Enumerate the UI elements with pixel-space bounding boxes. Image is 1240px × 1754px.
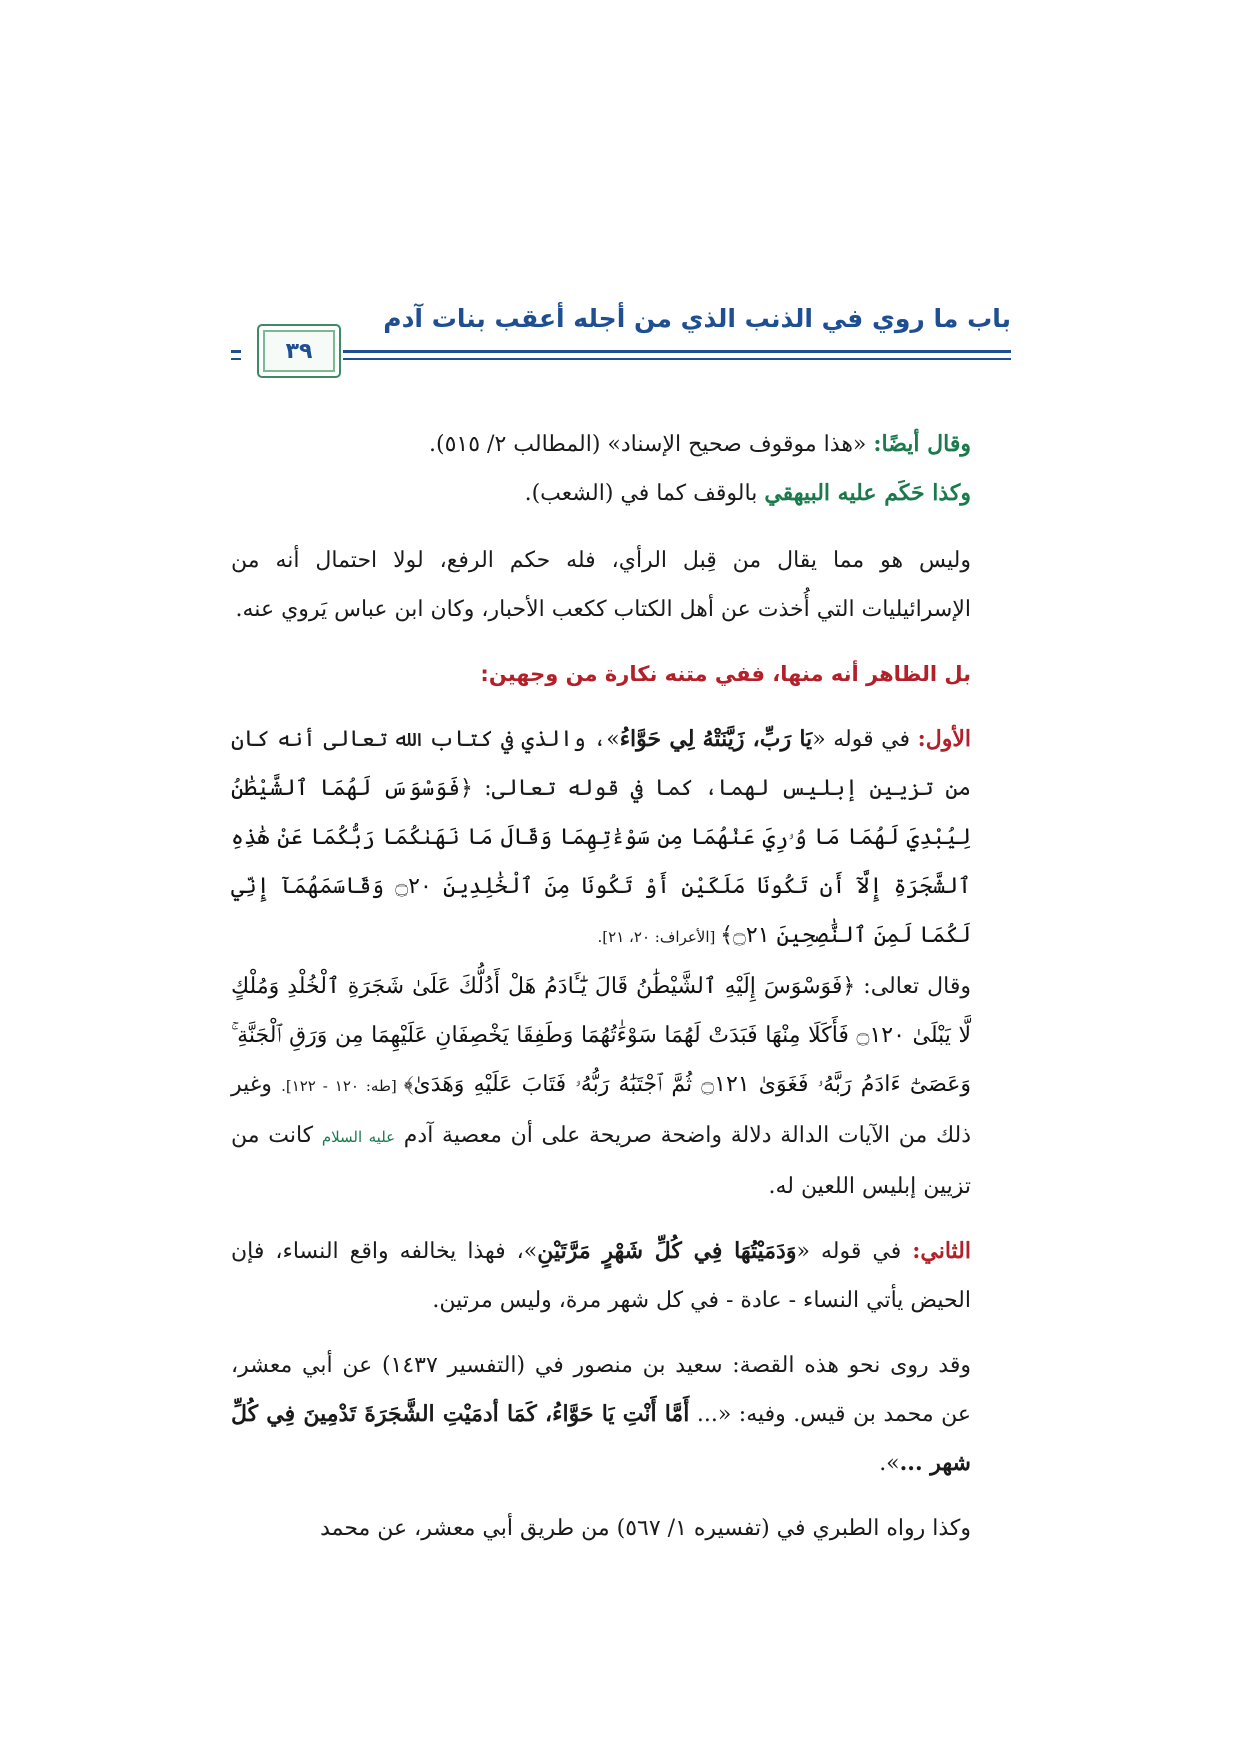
point-label: الأول:: [917, 726, 971, 752]
header-rule-bottom: [343, 358, 1011, 360]
quran-verse: ﴿فَوَسْوَسَ إِلَيْهِ ٱلشَّيْطَٰنُ قَالَ يَٰٓـَٔادَمُ هَلْ أَدُلُّكَ عَلَىٰ شَجَرَةِ ٱلْخُلْدِ وَمُلْكٍ لَّا يَبْلَىٰ ۝١٢٠ فَأَكَلَا مِنْهَا فَبَدَتْ لَهُمَا سَوْءَٰتُهُمَا وَطَفِقَا يَخْصِفَانِ عَلَيْهِمَا مِن وَرَقِ ٱلْجَنَّةِ ۚ وَعَصَىٰٓ ءَادَمُ رَبَّهُۥ فَغَوَىٰ ۝١٢١ ثُمَّ ٱجْتَبَٰهُ رَبُّهُۥ فَتَابَ عَلَيْهِ وَهَدَىٰ﴾: [231, 974, 972, 1097]
verse-reference: [طه: ١٢٠ - ١٢٢].: [281, 1077, 404, 1095]
paragraph-text: وليس هو مما يقال من قِبل الرأي، فله حكم الرفع، لولا احتمال أنه من الإسرائيليات التي أُخذت عن أهل الكتاب ككعب الأحبار، وكان ابن عباس يَروي عنه.: [231, 548, 971, 622]
page-number: ٣٩: [285, 338, 313, 364]
running-title: باب ما روي في الذنب الذي من أجله أعقب بنات آدم: [383, 304, 1011, 333]
quran-verse: ﴿فَوَسْوَسَ لَهُمَا ٱلشَّيْطَٰنُ لِيُبْدِيَ لَهُمَا مَا وُۥرِيَ عَنْهُمَا مِن سَوْءَٰتِهِمَا وَقَالَ مَا نَهَىٰكُمَا رَبُّكُمَا عَنْ هَٰذِهِ ٱلشَّجَرَةِ إِلَّآ أَن تَكُونَا مَلَكَيْنِ أَوْ تَكُونَا مِنَ ٱلْخَٰلِدِينَ ۝٢٠ وَقَاسَمَهُمَآ إِنِّي لَكُمَا لَمِنَ ٱلنَّٰصِحِينَ ۝٢١﴾: [231, 776, 971, 948]
header-rule-bottom: [231, 358, 241, 360]
section-heading-text: بل الظاهر أنه منها، ففي متنه نكارة من وجهين:: [480, 662, 971, 686]
paragraph: [231, 469, 1011, 518]
paragraph: [231, 1341, 1011, 1488]
paragraph-text: بالوقف كما في (الشعب).: [524, 481, 765, 506]
paragraph: [231, 420, 1011, 469]
paragraph-text: وغير ذلك من الآيات الدالة دلالة واضحة صريحة على أن معصية آدم: [231, 1072, 972, 1148]
paragraph-text: «هذا موقوف صحيح الإسناد» (المطالب ٢/ ٥١٥).: [429, 432, 874, 457]
page-header: [231, 302, 1011, 378]
verse-reference: [الأعراف: ٢٠، ٢١].: [597, 928, 721, 946]
section-heading: [231, 650, 1011, 699]
paragraph-text: ».: [879, 1451, 900, 1476]
paragraph: [231, 1504, 1011, 1553]
paragraph: [231, 536, 1011, 634]
paragraph-text: وكذا رواه الطبري في (تفسيره ١/ ٥٦٧) من طريق أبي معشر، عن محمد: [320, 1516, 971, 1541]
paragraph: [231, 962, 1011, 1211]
paragraph-text: »، فهذا يخالفه واقع النساء، فإن الحيض يأتي النساء - عادة - في كل شهر مرة، وليس مرتين.: [231, 1239, 971, 1313]
page-number-badge: [257, 324, 341, 378]
page-body: [231, 420, 1011, 1553]
point-label: الثاني:: [912, 1238, 971, 1264]
paragraph-label: وكذا حَكَم عليه البيهقي: [764, 480, 971, 506]
header-rule-top: [343, 350, 1011, 353]
paragraph-label: وقال أيضًا:: [873, 431, 971, 457]
paragraph: [231, 1227, 1011, 1325]
paragraph-text: »، والذي في كتاب الله تعالى أنه كان من تزيين إبليس لهما، كما في قوله تعالى:: [231, 727, 971, 801]
header-rule-top: [231, 350, 241, 353]
hadith-quote: وَدَمَيْتُهَا فِي كُلِّ شَهْرٍ مَرَّتَيْنِ: [537, 1238, 797, 1264]
honorific-glyph: عليه السلام: [321, 1128, 396, 1146]
paragraph-text: في قوله «: [796, 1239, 913, 1264]
hadith-quote: أَمَّا أَنْتِ يَا حَوَّاءُ، كَمَا أدمَيْتِ الشَّجَرَةَ تَدْمِينَ فِي كُلِّ شهر ...: [231, 1401, 971, 1476]
paragraph: [231, 715, 1011, 962]
hadith-quote: يَا رَبِّ، زَيَّنَتْهُ لِي حَوَّاءُ: [619, 726, 813, 752]
paragraph-text: وقد روى نحو هذه القصة: سعيد بن منصور في (التفسير ١٤٣٧) عن أبي معشر، عن محمد بن قيس. وفيه: «...: [231, 1353, 971, 1427]
paragraph-text: كانت من تزيين إبليس اللعين له.: [231, 1123, 971, 1199]
paragraph-text: في قوله «: [812, 727, 918, 752]
paragraph-text: وقال تعالى:: [855, 974, 971, 999]
